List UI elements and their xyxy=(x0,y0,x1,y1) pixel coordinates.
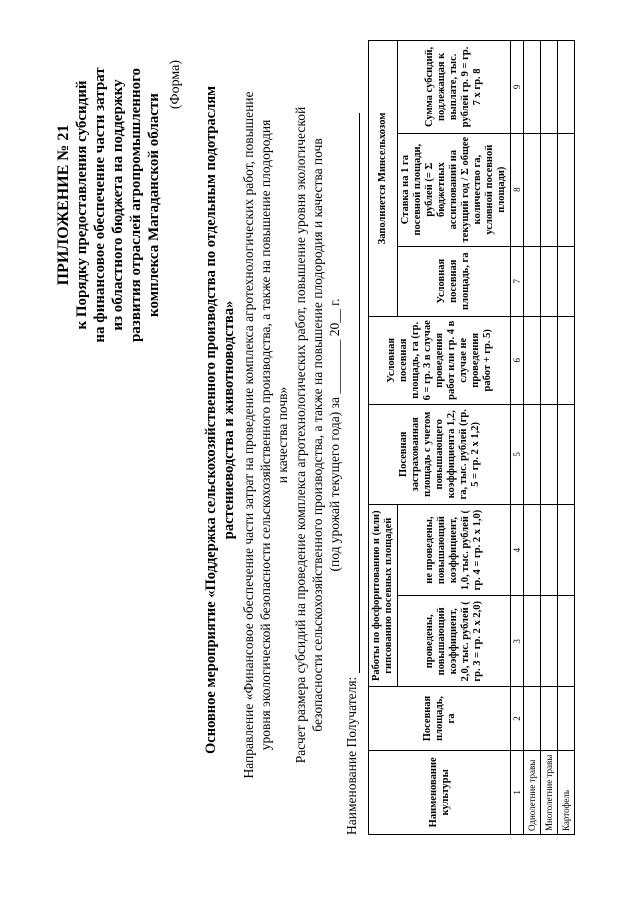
table-cell[interactable] xyxy=(524,316,541,404)
header-conditional-area-2: Условная посевная площадь, га xyxy=(398,246,511,316)
table-cell[interactable] xyxy=(524,404,541,504)
header-culture-name: Наименование культуры xyxy=(369,750,511,834)
table-cell[interactable] xyxy=(541,504,558,595)
measure-line: Основное мероприятие «Поддержка сельскохозяйственного производства по отдельным подотраслям xyxy=(203,86,219,754)
table-cell[interactable] xyxy=(524,596,541,687)
header-works-done: проведены, повышающий коэффициент, 2,0, тыс. рублей ( гр. 3 = гр. 2 х 2,0) xyxy=(398,596,511,687)
form-label: (Форма) xyxy=(168,60,183,110)
header-sown-area: Посевная площадь, га xyxy=(369,687,511,750)
header-insured-area: Посевная застрахованная площадь с учетом повышающего коэффициента 1,2, га, тыс. рублей (гр. 5 = гр. 2 х 1,2) xyxy=(369,404,511,504)
table-cell[interactable] xyxy=(524,504,541,595)
calc-line: Расчет размера субсидий на проведение комплекса агротехнологических работ, повышение уровня экологической xyxy=(293,106,308,764)
column-number: 5 xyxy=(511,404,524,504)
main-measure-title xyxy=(202,30,238,810)
measure-line: растениеводства и животноводства» xyxy=(221,300,237,540)
appendix-header xyxy=(55,40,163,370)
table-cell[interactable] xyxy=(541,41,558,134)
direction-line: уровня экологической безопасности сельскохозяйственного производства, а также на повышение плодородия xyxy=(258,119,273,751)
calc-line: (под урожай текущего года) за ________ 20__ г. xyxy=(327,298,342,572)
direction-line: Направление «Финансовое обеспечение части затрат на проведение комплекса агротехнологических работ, повышение xyxy=(241,91,256,779)
table-cell[interactable] xyxy=(541,687,558,750)
table-cell[interactable] xyxy=(558,504,575,595)
table-cell[interactable] xyxy=(524,133,541,246)
column-number: 4 xyxy=(511,504,524,595)
table-cell[interactable] xyxy=(558,41,575,134)
column-number: 2 xyxy=(511,687,524,750)
table-cell[interactable] xyxy=(558,316,575,404)
table-cell[interactable] xyxy=(541,316,558,404)
table-cell[interactable] xyxy=(558,404,575,504)
column-number: 8 xyxy=(511,133,524,246)
direction-text xyxy=(240,35,291,835)
calc-line: безопасности сельскохозяйственного производства, а также на повышение плодородия и качества почв xyxy=(310,138,325,732)
column-number: 9 xyxy=(511,41,524,134)
subsidy-table xyxy=(368,40,575,835)
appendix-line: на финансовое обеспечение части затрат xyxy=(92,67,108,343)
column-number: 3 xyxy=(511,596,524,687)
calculation-title xyxy=(292,45,343,825)
appendix-line: к Порядку предоставления субсидий xyxy=(74,80,90,330)
table-row xyxy=(541,41,558,835)
table-row xyxy=(558,41,575,835)
table-cell[interactable] xyxy=(541,246,558,316)
recipient-row xyxy=(344,65,360,835)
row-label: Картофель xyxy=(558,750,575,834)
appendix-line: развития отраслей агропромышленного xyxy=(128,67,144,343)
row-label: Однолетние травы xyxy=(524,750,541,834)
table-cell[interactable] xyxy=(558,133,575,246)
header-phosphate-group: Работы по фосфоритованию и (или) гипсованию посевных площадей xyxy=(369,504,398,686)
header-conditional-area: Условная посевная площадь, га (гр. 6 = гр. 3 в случае проведения работ или гр. 4 в случае не проведения работ + гр. 5) xyxy=(369,316,511,404)
appendix-line: комплекса Магаданской области xyxy=(146,93,162,317)
column-number: 7 xyxy=(511,246,524,316)
column-number: 1 xyxy=(511,750,524,834)
row-label: Многолетние травы xyxy=(541,750,558,834)
table-cell[interactable] xyxy=(541,133,558,246)
header-subsidy-amount: Сумма субсидий, подлежащая к выплате, тыс. рублей гр. 9 = гр. 7 х гр. 8 xyxy=(398,41,511,134)
table-cell[interactable] xyxy=(558,687,575,750)
header-works-not-done: не проведены, повышающий коэффициент, 1,0, тыс. рублей ( гр. 4 = гр. 2 х 1,0) xyxy=(398,504,511,595)
table-cell[interactable] xyxy=(541,596,558,687)
header-ministry-group: Заполняется Минсельхозом xyxy=(369,41,398,317)
header-rate-per-ha: Ставка на 1 га посевной площади, рублей (= Σ бюджетных ассигнований на текущий год / Σ общее количество га, условной посевной площади) xyxy=(398,133,511,246)
direction-line: и качества почв» xyxy=(275,386,290,484)
recipient-blank-line xyxy=(345,113,360,673)
appendix-line: из областного бюджета на поддержку xyxy=(110,79,126,331)
table-cell[interactable] xyxy=(524,687,541,750)
table-row xyxy=(524,41,541,835)
column-number: 6 xyxy=(511,316,524,404)
table-cell[interactable] xyxy=(541,404,558,504)
table-cell[interactable] xyxy=(558,596,575,687)
table-cell[interactable] xyxy=(558,246,575,316)
appendix-title: ПРИЛОЖЕНИЕ № 21 xyxy=(55,124,72,286)
table-cell[interactable] xyxy=(524,246,541,316)
table-cell[interactable] xyxy=(524,41,541,134)
recipient-label: Наименование Получателя: xyxy=(344,676,359,835)
